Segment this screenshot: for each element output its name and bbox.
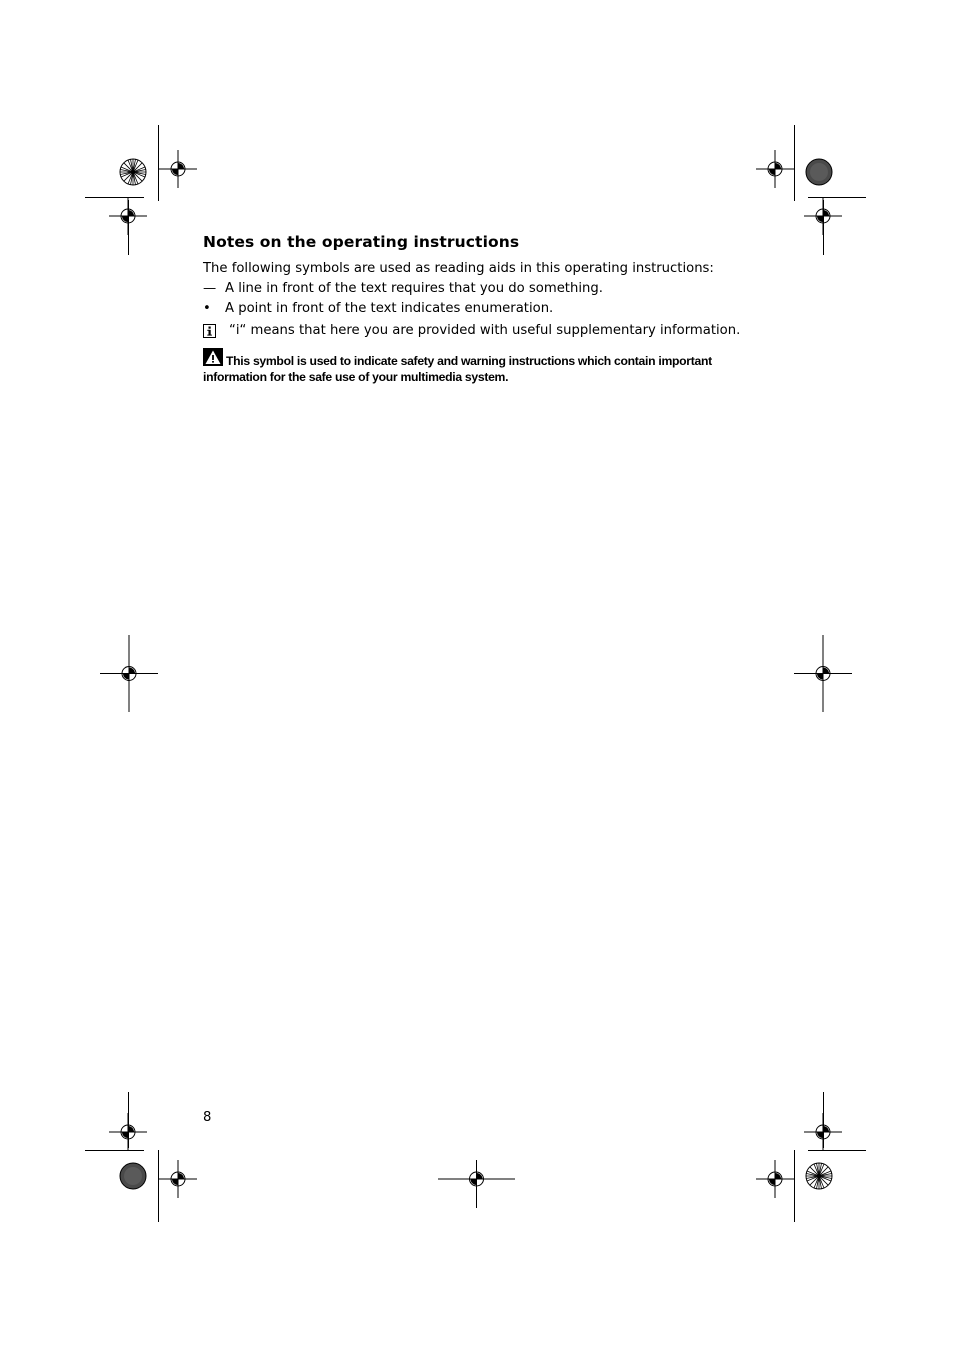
warning-triangle-icon [203, 348, 223, 366]
color-star-mark-icon [805, 158, 833, 186]
list-item-text: A line in front of the text requires that you do something. [225, 281, 603, 296]
registration-mark-icon [756, 150, 794, 188]
dash-symbol: — [203, 281, 217, 296]
info-icon [203, 324, 216, 338]
color-star-mark-icon [119, 1162, 147, 1190]
crop-mark [794, 1150, 795, 1222]
crop-mark [808, 1150, 866, 1151]
registration-mark-icon [109, 197, 147, 235]
warning-note [203, 348, 763, 385]
registration-mark-icon [804, 197, 842, 235]
registration-mark-icon [794, 635, 852, 712]
crop-mark [85, 1150, 144, 1151]
registration-mark-icon [159, 150, 197, 188]
section-heading: Notes on the operating instructions [203, 233, 520, 251]
registration-mark-icon [804, 1113, 842, 1151]
registration-mark-icon [438, 1160, 515, 1208]
list-item-text: “i“ means that here you are provided with useful supplementary information. [229, 323, 741, 338]
registration-mark-icon [756, 1160, 794, 1198]
registration-mark-icon [159, 1160, 197, 1198]
color-star-mark-icon [805, 1162, 833, 1190]
color-star-mark-icon [119, 158, 147, 186]
intro-paragraph: The following symbols are used as reading aids in this operating instructions: [203, 261, 714, 276]
list-item [203, 281, 603, 296]
registration-mark-icon [109, 1113, 147, 1151]
crop-mark [794, 125, 795, 201]
list-item-text: A point in front of the text indicates enumeration. [225, 301, 554, 316]
warning-text-line-2: information for the safe use of your multimedia system. [203, 370, 509, 384]
warning-text-line-1: This symbol is used to indicate safety and warning instructions which contain important [226, 354, 712, 368]
list-item [203, 323, 740, 341]
page-number: 8 [203, 1110, 212, 1125]
bullet-symbol: • [203, 301, 211, 316]
list-item [203, 301, 553, 316]
registration-mark-icon [100, 635, 158, 712]
